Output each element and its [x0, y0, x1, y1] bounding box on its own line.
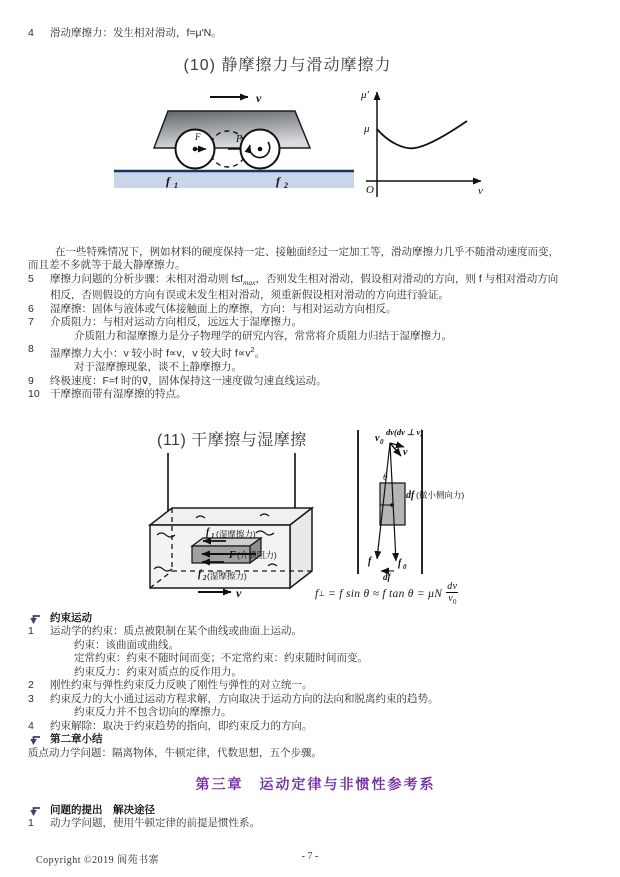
f2-subscript: 2 — [284, 181, 288, 190]
tank-velocity-label: v — [236, 586, 242, 600]
item-text: 约束反力的大小通过运动方程求解，方向取决于运动方向的法向和脱离约束的趋势。 — [50, 692, 439, 705]
chapter2-summary-text: 质点动力学问题：隔离物体，牛顿定律，代数思想，五个步骤。 — [28, 746, 322, 759]
formula-lhs-sub: ⊥ — [318, 589, 326, 599]
problem-header: 问题的提出 解决途径 — [50, 803, 155, 816]
formula-fraction — [446, 581, 458, 607]
item-text: 滑动摩擦力：发生相对滑动，f=μ′N。 — [50, 27, 222, 39]
f2-subscript: 2 — [203, 574, 207, 582]
problem-header-row — [28, 804, 603, 817]
item-number: 8 — [28, 343, 34, 356]
velocity-label: v — [256, 91, 262, 105]
v-vector-label: v — [403, 447, 408, 458]
f2-paren-label: (湿摩擦力) — [207, 571, 247, 581]
item-text: 约束解除：取决于约束趋势的指向，即约束反力的方向。 — [50, 719, 313, 732]
side-force-diagram — [348, 424, 466, 582]
item-number: 1 — [28, 817, 34, 830]
water-tank-figure — [130, 450, 342, 612]
friction-notes — [28, 246, 603, 402]
note-item-6 — [28, 303, 603, 316]
constraint-item-1c: 约束反力：约束对质点的反作用力。 — [74, 665, 242, 678]
f2-label: f — [198, 569, 202, 580]
formula-lhs: f — [315, 587, 319, 600]
front-wheel — [176, 130, 215, 169]
x-axis-label: v — [478, 185, 483, 197]
constraint-item-1a: 约束：该曲面或曲线。 — [74, 638, 179, 651]
item-text: 湿摩擦力大小：v 较小时 f∝v，v 较大时 f∝v — [50, 347, 251, 360]
item-number: 4 — [28, 719, 34, 732]
y-axis-label: μ′ — [361, 89, 369, 101]
item-text: 运动学的约束：质点被限制在某个曲线或曲面上运动。 — [50, 625, 302, 638]
note-item-9 — [28, 375, 603, 388]
note-item-8-sub: 对于湿摩擦现象，谈不上静摩擦力。 — [74, 361, 242, 374]
constraint-item-2 — [28, 679, 603, 692]
section-11-heading: (11) 干摩擦与湿摩擦 — [157, 432, 307, 449]
item-number: 5 — [28, 272, 34, 285]
item-text: ，否则发生相对滑动，假设相对滑动的方向，则 f 与相对滑动方向 — [255, 272, 559, 285]
constraint-item-1 — [28, 625, 603, 638]
f1-label: f — [166, 174, 170, 188]
chapter2-summary-header-row — [28, 733, 603, 746]
df-side-paren-label: (微小侧向力) — [416, 490, 465, 500]
f1-label: f — [206, 527, 210, 538]
v0-label: v — [375, 433, 380, 444]
fraction-denominator-sub: 0 — [452, 598, 457, 606]
paragraph-line: 在一些特殊情况下，例如材料的硬度保持一定、接触面经过一定加工等，滑动摩擦力几乎不随滑动速度而变， — [55, 246, 559, 258]
f2-label: f — [276, 174, 280, 188]
item-text: 动力学问题，使用牛顿定律的前提是惯性系。 — [50, 817, 260, 830]
dv-note-label: dv(dv ⊥ v) — [386, 427, 424, 437]
f-bottom-label: f — [368, 556, 372, 567]
item-number: 1 — [28, 625, 34, 638]
origin-label: O — [366, 184, 374, 196]
theta-label: θ — [383, 472, 388, 482]
v0-subscript: 0 — [380, 438, 384, 446]
velocity-arrow — [210, 91, 262, 105]
fraction-numerator: dv — [447, 581, 458, 592]
mu-v-graph — [358, 85, 493, 205]
item-number: 9 — [28, 374, 34, 387]
section-10-heading: (10) 静摩擦力与滑动摩擦力 — [183, 57, 392, 74]
chapter2-summary-header: 第二章小结 — [50, 733, 103, 746]
note-item-7-sub: 介质阻力和湿摩擦力是分子物理学的研究内容，常常将介质阻力归结于湿摩擦力。 — [74, 329, 452, 342]
constraint-item-4 — [28, 720, 603, 733]
drag-force-label — [228, 550, 277, 561]
F-paren-label: (介质阻力) — [237, 550, 277, 560]
df-side-label: df — [406, 490, 415, 501]
lower-sections — [28, 612, 603, 831]
wheel-force-label: F — [195, 132, 201, 142]
f1-subscript: 1 — [174, 181, 178, 190]
item-number: 6 — [28, 302, 34, 315]
page-number: - 7 - — [301, 851, 319, 862]
side-force-formula — [315, 581, 458, 607]
mid-force-label: F — [236, 134, 243, 145]
item-number: 4 — [28, 27, 34, 39]
item-4-line — [28, 27, 598, 40]
chapter-3-heading: 第三章 运动定律与非惯性参考系 — [195, 775, 436, 792]
item-text: 介质阻力：与相对运动方向相反，远远大于湿摩擦力。 — [50, 316, 302, 329]
ground-strip — [114, 171, 354, 188]
note-item-8 — [28, 343, 603, 361]
constraint-item-3 — [28, 693, 603, 706]
item-number: 2 — [28, 679, 34, 692]
note-item-5-cont: 相反，否则假设的方向有误或未发生相对滑动，须重新假设相对滑动的方向进行验证。 — [50, 289, 449, 302]
mu-tick-label: μ — [364, 123, 370, 135]
v-squared-sup: 2 — [250, 345, 255, 355]
item-text: 终极速度：F=f 时的v⃗，固体保持这一速度做匀速直线运动。 — [50, 374, 327, 387]
item-text: 。 — [254, 347, 266, 360]
item-number: 7 — [28, 316, 34, 329]
item-text: 刚性约束与弹性约束反力反映了刚性与弹性的对立统一。 — [50, 679, 313, 692]
friction-coefficient-curve — [377, 121, 467, 148]
constraint-item-3a: 约束反力并不包含切向的摩擦力。 — [74, 706, 232, 719]
note-item-5 — [28, 273, 603, 290]
note-item-10 — [28, 388, 603, 401]
dynamics-item-1 — [28, 817, 603, 830]
fmax-subscript: max — [243, 278, 256, 287]
footer-copyright: Copyright ©2019 阆苑书寨 — [36, 855, 160, 866]
formula-mid: = f sin θ ≈ f tan θ = μN — [328, 587, 443, 600]
F-label: F — [229, 550, 236, 561]
constraint-item-1b: 定常约束：约束不随时间而变；不定常约束：约束随时间而变。 — [74, 652, 368, 665]
f0-label: f — [398, 558, 402, 569]
item-text: 干摩擦而带有湿摩擦的特点。 — [50, 388, 187, 401]
rear-wheel — [241, 130, 280, 169]
constraints-header: 约束运动 — [50, 612, 92, 624]
note-item-7 — [28, 316, 603, 329]
item-number: 3 — [28, 692, 34, 705]
f1-paren-label: (湿摩擦力) — [216, 529, 256, 539]
item-number: 10 — [28, 388, 40, 401]
df-bottom-label: df — [383, 572, 391, 582]
paragraph-line: 而且差不多就等于最大静摩擦力。 — [28, 259, 186, 272]
f0-subscript: 0 — [403, 563, 407, 571]
item-text: 摩擦力问题的分析步骤：未相对滑动则 f≤f — [50, 272, 244, 285]
constraints-header-row — [28, 612, 603, 625]
fraction-denominator: v — [448, 593, 453, 604]
f1-subscript: 1 — [211, 532, 215, 540]
item-text: 湿摩擦：固体与液体或气体接触面上的摩擦，方向：与相对运动方向相反。 — [50, 302, 397, 315]
